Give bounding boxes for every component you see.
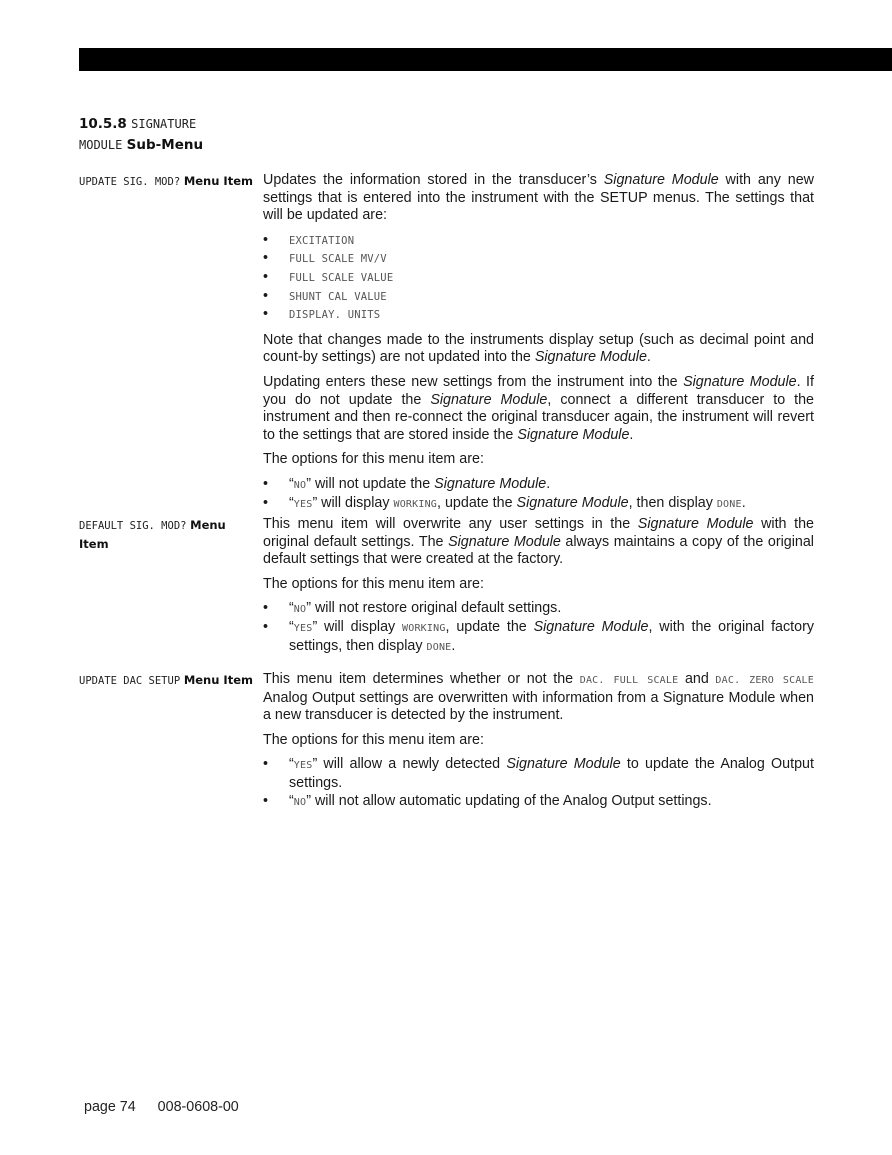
list-item	[263, 250, 814, 269]
setting-code: DAC. FULL SCALE	[579, 675, 679, 686]
item-label	[79, 172, 259, 191]
options-list	[263, 600, 814, 656]
text-run: Analog Output settings are overwritten with information from a Signature Module when a new transducer is detected by the instrument.	[263, 689, 814, 724]
emphasis: Signature Module	[533, 618, 649, 635]
text-run: .	[451, 637, 456, 654]
text-run: .	[741, 494, 746, 511]
item-label-suffix: Menu Item	[183, 174, 253, 188]
text-run: Updating enters these new settings from the instrument into the	[263, 373, 684, 390]
option-no	[263, 600, 814, 619]
options-intro: The options for this menu item are:	[263, 451, 484, 468]
display-code: DONE	[426, 641, 452, 653]
item-label-suffix: Menu Item	[79, 518, 226, 551]
option-no	[263, 793, 814, 812]
text-run: This menu item determines whether or not the	[263, 671, 580, 687]
item-label-code: DEFAULT SIG. MOD?	[79, 520, 187, 532]
item-label-code: UPDATE DAC SETUP	[79, 675, 181, 687]
emphasis: Signature Module	[430, 391, 548, 408]
emphasis: Signature Module	[683, 373, 797, 390]
intro-paragraph	[263, 172, 814, 225]
text-run: “	[289, 475, 294, 492]
option-code: NO	[293, 796, 307, 808]
list-item	[263, 288, 814, 307]
setting-code: DAC. ZERO SCALE	[715, 675, 814, 686]
document-number: 008-0608-00	[157, 1099, 239, 1115]
emphasis: Signature Module	[434, 475, 547, 492]
text-run: ” will display	[312, 494, 394, 511]
text-run: , update the	[437, 494, 517, 511]
emphasis: Signature Module	[506, 756, 621, 773]
text-run: This menu item will overwrite any user settings in the	[263, 516, 638, 532]
emphasis: Signature Module	[637, 516, 754, 532]
item-body	[263, 172, 814, 520]
section-number: 10.5.8	[79, 116, 127, 132]
header-bar	[79, 48, 892, 71]
setting-code: FULL SCALE VALUE	[289, 271, 394, 284]
section-code-2: MODULE	[79, 138, 123, 152]
emphasis: Signature Module	[516, 494, 629, 511]
text-run: , then display	[628, 494, 717, 511]
item-body	[263, 516, 814, 663]
text-run: Updates the information stored in the transducer’s	[263, 172, 604, 188]
text-run: “	[289, 756, 294, 773]
options-intro: The options for this menu item are:	[263, 575, 484, 592]
item-label-suffix: Menu Item	[183, 673, 253, 687]
text-run: .	[546, 475, 551, 492]
emphasis: Signature Module	[603, 172, 719, 188]
text-run: .	[629, 426, 634, 443]
intro-paragraph	[263, 671, 814, 725]
note-paragraph	[263, 332, 814, 367]
item-label	[79, 671, 259, 690]
display-code: DONE	[716, 498, 742, 510]
list-item	[263, 306, 814, 325]
text-run: , with the original factory settings, then display	[289, 618, 814, 654]
intro-paragraph	[263, 516, 814, 569]
options-list	[263, 476, 814, 513]
page-footer	[84, 1099, 257, 1115]
item-label-code: UPDATE SIG. MOD?	[79, 176, 181, 188]
text-run: Note that changes made to the instruments display setup (such as decimal point and count-by settings) are not updated into the	[263, 331, 814, 366]
setting-code: EXCITATION	[289, 234, 355, 247]
update-paragraph	[263, 374, 814, 444]
emphasis: Signature Module	[517, 426, 630, 443]
text-run: with the original default settings. The	[263, 516, 814, 550]
option-code: YES	[293, 622, 313, 634]
option-yes	[263, 619, 814, 656]
text-run: to update the Analog Output settings.	[289, 756, 814, 791]
emphasis: Signature Module	[448, 533, 561, 550]
text-run: with any new settings that is entered into the instrument with the SETUP menus. The settings that will be updated are:	[263, 172, 814, 224]
option-yes	[263, 495, 814, 514]
options-intro: The options for this menu item are:	[263, 731, 484, 748]
setting-code: DISPLAY. UNITS	[289, 309, 381, 322]
text-run: ” will not restore original default settings.	[306, 600, 562, 617]
list-item	[263, 269, 814, 288]
options-list	[263, 756, 814, 811]
settings-list	[263, 232, 814, 325]
text-run: “	[289, 792, 294, 809]
text-run: . If you do not update the	[263, 373, 814, 408]
setting-code: FULL SCALE MV/V	[289, 253, 387, 266]
section-heading	[79, 114, 279, 156]
emphasis: Signature Module	[534, 349, 647, 366]
display-code: WORKING	[393, 498, 438, 510]
text-run: ” will not allow automatic updating of the Analog Output settings.	[306, 792, 712, 809]
text-run: .	[646, 349, 651, 366]
setting-code: SHUNT CAL VALUE	[289, 290, 387, 303]
text-run: “	[289, 618, 294, 635]
text-run: ” will not update the	[306, 475, 435, 492]
display-code: WORKING	[402, 622, 446, 634]
item-body	[263, 671, 814, 818]
section-code: SIGNATURE	[131, 117, 197, 131]
option-code: NO	[293, 479, 307, 491]
text-run: ” will display	[312, 618, 402, 635]
list-item	[263, 232, 814, 251]
section-title: Sub-Menu	[126, 137, 204, 153]
option-code: YES	[293, 498, 313, 510]
item-label	[79, 516, 259, 553]
text-run: “	[289, 600, 294, 617]
page-number: page 74	[84, 1099, 136, 1115]
text-run: , connect a different transducer to the instrument and then re-connect the original transducer again, the instrument will revert to the settings that are stored inside the	[263, 391, 814, 443]
text-run: “	[289, 494, 294, 511]
option-yes	[263, 756, 814, 792]
text-run: , update the	[445, 618, 534, 635]
option-no	[263, 476, 814, 495]
option-code: NO	[293, 604, 307, 616]
option-code: YES	[293, 760, 313, 772]
text-run: and	[678, 671, 716, 687]
text-run: always maintains a copy of the original default settings that were created at the factory.	[263, 533, 814, 568]
text-run: ” will allow a newly detected	[312, 756, 507, 773]
